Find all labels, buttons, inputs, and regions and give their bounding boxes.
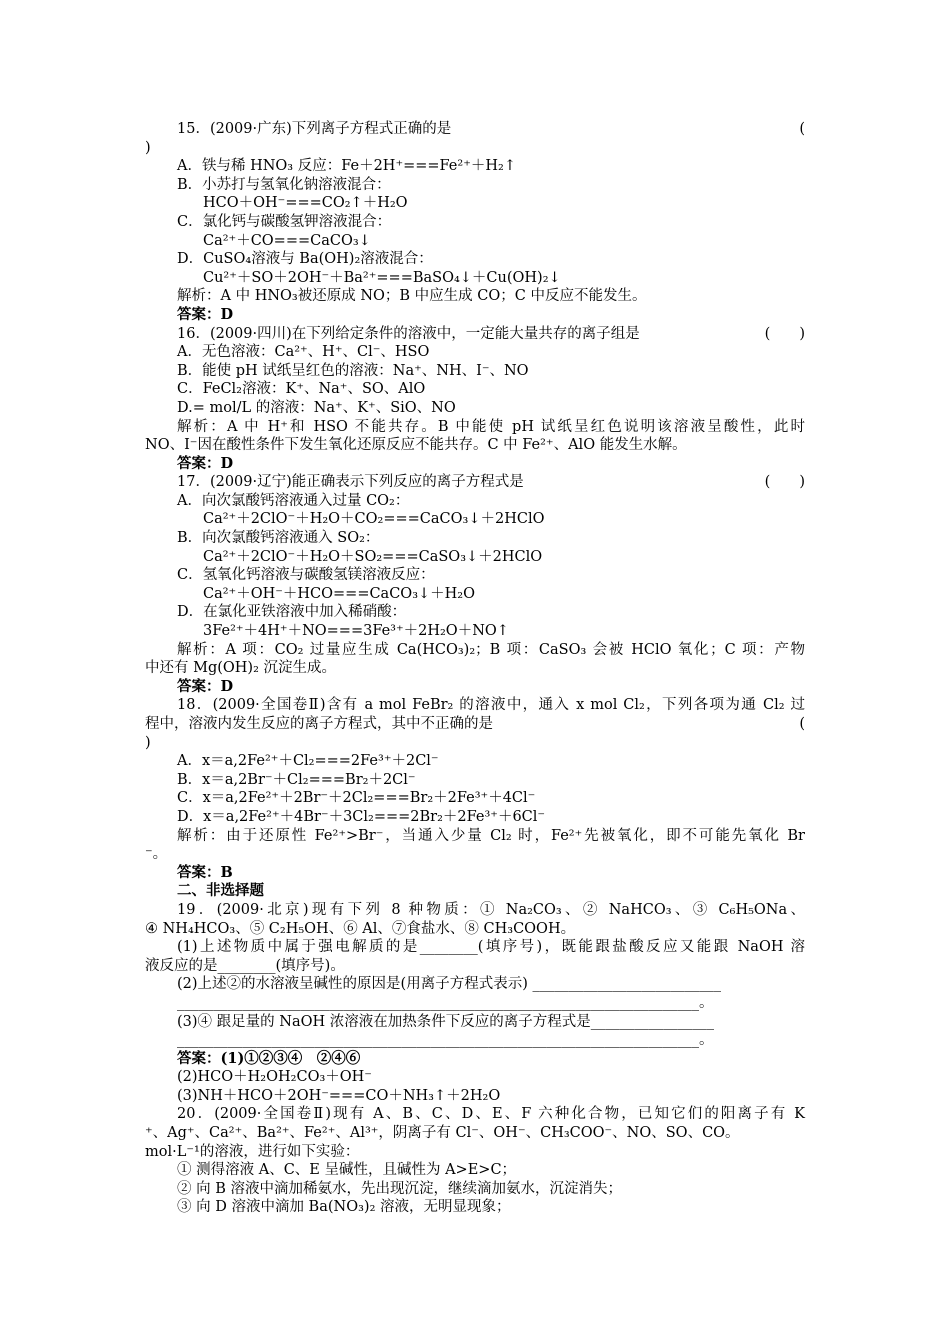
line-text: 液反应的是________(填序号)。 — [145, 957, 345, 974]
text-line — [145, 603, 805, 622]
line-text: A．x＝a,2Fe²⁺＋Cl₂===2Fe³⁺＋2Cl⁻ — [177, 753, 439, 770]
line-text: B．x＝a,2Br⁻＋Cl₂===Br₂＋2Cl⁻ — [177, 771, 416, 788]
text-line — [145, 120, 805, 139]
line-text: 答案：D — [177, 677, 234, 695]
line-text: (2)HCO＋H₂OH₂CO₃＋OH⁻ — [177, 1069, 372, 1086]
line-text: ④ NH₄HCO₃、⑤ C₂H₅OH、⑥ Al、⑦食盐水、⑧ CH₃COOH。 — [145, 920, 576, 937]
text-line — [145, 622, 805, 641]
line-text: mol·L⁻¹的溶液，进行如下实验： — [145, 1143, 360, 1160]
line-text: 15．(2009·广东)下列离子方程式正确的是 — [177, 121, 452, 137]
line-text: 19．(2009·北京)现有下列 8 种物质：① Na₂CO₃、② NaHCO₃、③ C₆H₅ONa、 — [177, 901, 805, 918]
answer-bracket: ( — [799, 121, 805, 137]
line-text: B．能使 pH 试纸呈红色的溶液：Na⁺、NH、I⁻、NO — [177, 362, 529, 379]
text-line — [145, 306, 805, 325]
line-text: D.= mol/L 的溶液：Na⁺、K⁺、SiO、NO — [177, 399, 456, 416]
text-line — [145, 1161, 805, 1180]
line-text: C．x＝a,2Fe²⁺＋2Br⁻＋2Cl₂===Br₂＋2Fe³⁺＋4Cl⁻ — [177, 790, 536, 807]
line-text: B．向次氯酸钙溶液通入 SO₂： — [177, 530, 380, 547]
text-line — [145, 139, 805, 158]
line-text: 解析：由于还原性 Fe²⁺>Br⁻，当通入少量 Cl₂ 时，Fe²⁺先被氧化，即不可能先氧化 Br — [177, 827, 805, 844]
line-text: D．CuSO₄溶液与 Ba(OH)₂溶液混合： — [177, 251, 433, 268]
text-line — [145, 343, 805, 362]
line-text: ________________________________________________________________________。 — [177, 994, 714, 1011]
text-line — [145, 157, 805, 176]
line-text: Ca²⁺＋CO===CaCO₃↓ — [203, 232, 371, 249]
text-line — [145, 1143, 805, 1162]
text-line — [145, 1180, 805, 1199]
text-line — [145, 473, 805, 492]
line-text: ) — [145, 734, 151, 751]
text-line — [145, 1087, 805, 1106]
text-line — [145, 957, 805, 976]
text-line — [145, 641, 805, 660]
line-text: B．小苏打与氢氧化钠溶液混合： — [177, 176, 391, 193]
line-text: ⁺、Ag⁺、Ca²⁺、Ba²⁺、Fe²⁺、Al³⁺，阴离子有 Cl⁻、OH⁻、CH₃COO⁻、NO、SO、CO。 — [145, 1125, 740, 1142]
line-text: A．铁与稀 HNO₃ 反应：Fe＋2H⁺===Fe²⁺＋H₂↑ — [177, 158, 516, 175]
answer-bracket: ( ) — [764, 325, 805, 342]
text-line — [145, 548, 805, 567]
line-text: (1)上述物质中属于强电解质的是________(填序号)，既能跟盐酸反应又能跟 NaOH 溶 — [177, 939, 805, 956]
line-text: ) — [145, 139, 151, 156]
text-line — [145, 399, 805, 418]
text-line — [145, 827, 805, 846]
line-text: NO、I⁻因在酸性条件下发生氧化还原反应不能共存。C 中 Fe²⁺、AlO 能发生水解。 — [145, 437, 687, 454]
line-text: (2)上述②的水溶液呈碱性的原因是(用离子方程式表示) __________________________ — [177, 976, 721, 993]
text-line — [145, 715, 805, 734]
line-text: 答案：D — [177, 305, 234, 323]
text-line — [145, 1013, 805, 1032]
text-line — [145, 492, 805, 511]
line-text: 20．(2009·全国卷Ⅱ)现有 A、B、C、D、E、F 六种化合物，已知它们的阳离子有 K — [177, 1106, 805, 1123]
line-text: 解析：A 中 HNO₃被还原成 NO；B 中应生成 CO；C 中反应不能发生。 — [177, 288, 647, 305]
text-line — [145, 325, 805, 344]
line-text: C．氢氧化钙溶液与碳酸氢镁溶液反应： — [177, 567, 435, 584]
text-line — [145, 232, 805, 251]
text-line — [145, 194, 805, 213]
text-line — [145, 380, 805, 399]
line-text: HCO＋OH⁻===CO₂↑＋H₂O — [203, 195, 408, 212]
line-text: 程中，溶液内发生反应的离子方程式，其中不正确的是 — [145, 716, 493, 732]
text-line — [145, 789, 805, 808]
answer-bracket: ( ) — [764, 474, 805, 491]
line-text: 解析：A 项：CO₂ 过量应生成 Ca(HCO₃)₂；B 项：CaSO₃ 会被 HClO 氧化；C 项：产物 — [177, 641, 805, 658]
line-text: 16．(2009·四川)在下列给定条件的溶液中，一定能大量共存的离子组是 — [177, 325, 640, 342]
text-line — [145, 938, 805, 957]
line-text: D．x＝a,2Fe²⁺＋4Br⁻＋3Cl₂===2Br₂＋2Fe³⁺＋6Cl⁻ — [177, 808, 546, 825]
text-line — [145, 269, 805, 288]
line-text: Ca²⁺＋OH⁻＋HCO===CaCO₃↓＋H₂O — [203, 585, 475, 602]
text-line — [145, 659, 805, 678]
line-text: 3Fe²⁺＋4H⁺＋NO===3Fe³⁺＋2H₂O＋NO↑ — [203, 623, 509, 640]
text-line — [145, 845, 805, 864]
text-line — [145, 362, 805, 381]
line-text: ② 向 B 溶液中滴加稀氨水，先出现沉淀，继续滴加氨水，沉淀消失； — [177, 1180, 622, 1197]
line-text: D．在氯化亚铁溶液中加入稀硝酸： — [177, 604, 407, 621]
line-text: A．向次氯酸钙溶液通入过量 CO₂： — [177, 492, 410, 509]
line-text: C．FeCl₂溶液：K⁺、Na⁺、SO、AlO — [177, 381, 426, 398]
line-text: Ca²⁺＋2ClO⁻＋H₂O＋SO₂===CaSO₃↓＋2HClO — [203, 548, 543, 565]
text-line — [145, 771, 805, 790]
line-text: 中还有 Mg(OH)₂ 沉淀生成。 — [145, 660, 337, 677]
line-text: 17．(2009·辽宁)能正确表示下列反应的离子方程式是 — [177, 474, 524, 491]
text-line — [145, 882, 805, 901]
text-line — [145, 585, 805, 604]
text-line — [145, 696, 805, 715]
answer-bracket: ( — [799, 716, 805, 732]
text-line — [145, 994, 805, 1013]
text-line — [145, 864, 805, 883]
line-text: C．氯化钙与碳酸氢钾溶液混合： — [177, 213, 392, 230]
line-text: ③ 向 D 溶液中滴加 Ba(NO₃)₂ 溶液，无明显现象； — [177, 1199, 511, 1216]
text-line — [145, 1050, 805, 1069]
line-text: ________________________________________________________________________。 — [177, 1032, 714, 1049]
text-line — [145, 1124, 805, 1143]
line-text: (3)④ 跟足量的 NaOH 浓溶液在加热条件下反应的离子方程式是_________________ — [177, 1013, 714, 1030]
line-text: 二、非选择题 — [177, 882, 264, 900]
text-line — [145, 213, 805, 232]
text-line — [145, 176, 805, 195]
text-line — [145, 901, 805, 920]
text-line — [145, 734, 805, 753]
text-line — [145, 529, 805, 548]
text-line — [145, 1105, 805, 1124]
text-line — [145, 250, 805, 269]
line-text: 答案：B — [177, 863, 233, 881]
text-line — [145, 678, 805, 697]
text-line — [145, 1198, 805, 1217]
line-text: ⁻。 — [145, 846, 168, 863]
text-line — [145, 418, 805, 437]
text-line — [145, 808, 805, 827]
line-text: 解析：A 中 H⁺和 HSO 不能共存。B 中能使 pH 试纸呈红色说明该溶液呈酸性，此时 — [177, 418, 805, 435]
text-line — [145, 510, 805, 529]
line-text: A．无色溶液：Ca²⁺、H⁺、Cl⁻、HSO — [177, 344, 430, 361]
line-text: (3)NH＋HCO＋2OH⁻===CO＋NH₃↑＋2H₂O — [177, 1087, 501, 1104]
text-line — [145, 566, 805, 585]
text-line — [145, 436, 805, 455]
line-text: 答案：D — [177, 454, 234, 472]
line-text: ① 测得溶液 A、C、E 呈碱性，且碱性为 A>E>C； — [177, 1162, 517, 1179]
document-page — [145, 120, 805, 1217]
line-text: Cu²⁺＋SO＋2OH⁻＋Ba²⁺===BaSO₄↓＋Cu(OH)₂↓ — [203, 269, 561, 286]
text-line — [145, 455, 805, 474]
text-line — [145, 1068, 805, 1087]
line-text: Ca²⁺＋2ClO⁻＋H₂O＋CO₂===CaCO₃↓＋2HClO — [203, 511, 545, 528]
text-line — [145, 287, 805, 306]
line-text: 18．(2009·全国卷Ⅱ)含有 a mol FeBr₂ 的溶液中，通入 x mol Cl₂，下列各项为通 Cl₂ 过 — [177, 697, 805, 714]
text-line — [145, 1031, 805, 1050]
line-text: 答案：(1)①②③④ ②④⑥ — [177, 1049, 361, 1067]
text-line — [145, 752, 805, 771]
text-line — [145, 975, 805, 994]
text-line — [145, 920, 805, 939]
